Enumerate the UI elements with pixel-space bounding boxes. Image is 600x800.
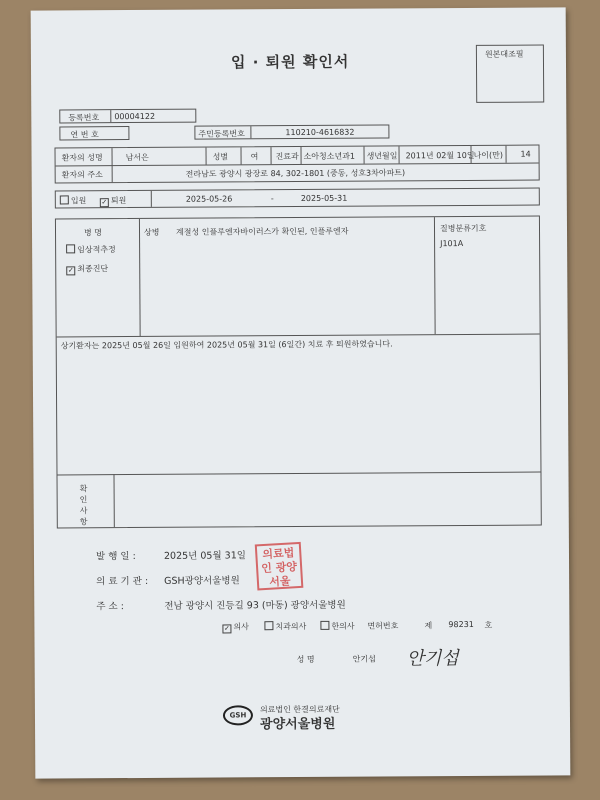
hospital-seal: 의료법인 광양서울 (255, 542, 304, 591)
doctor-checkbox[interactable]: ✓ (223, 624, 230, 633)
license-label: 면허번호 (367, 621, 399, 631)
admission-period-row (55, 188, 540, 209)
admit-label: 입원 (70, 196, 87, 206)
institution-address-value: 전남 광양시 진등길 93 (마동) 광양서울병원 (164, 599, 346, 612)
clinical-checkbox-group (66, 244, 116, 255)
address-value: 전라남도 광양시 광장로 84, 302-1801 (중동, 성호3차아파트) (185, 168, 406, 179)
code-value: J101A (440, 239, 464, 249)
dob-label: 생년월일 (366, 151, 398, 161)
foundation-name: 의료법인 한결의료재단 (259, 704, 340, 715)
clinical-label: 임상적추정 (77, 245, 116, 255)
admit-date: 2025-05-26 (185, 194, 233, 204)
sex-label: 성별 (212, 152, 229, 162)
sex-value: 여 (250, 152, 259, 162)
rrn-row (194, 124, 389, 139)
clinical-checkbox[interactable] (66, 244, 75, 253)
institution-value: GSH광양서울병원 (164, 575, 240, 587)
dentist-label: 치과의사 (275, 621, 307, 632)
final-checkbox-group (66, 263, 108, 275)
rrn-value: 110210-4616832 (285, 127, 355, 138)
discharge-date: 2025-05-31 (300, 193, 348, 203)
reg-no-value: 00004122 (114, 111, 156, 122)
discharge-label: 퇴원 (110, 196, 127, 206)
diagnosis-header: 병 명 (83, 228, 103, 238)
final-label: 최종진단 (77, 264, 109, 274)
original-verified-label: 원본대조필 (484, 49, 524, 59)
admit-checkbox[interactable] (60, 195, 69, 204)
final-checkbox[interactable]: ✓ (67, 266, 74, 275)
patient-info-table (54, 145, 539, 184)
signature: 안기섭 (406, 648, 459, 670)
institution-label: 의 료 기 관 : (96, 575, 149, 588)
dept-value: 소아청소년과1 (303, 151, 356, 161)
hospital-name: 광양서울병원 (259, 716, 336, 733)
original-verified-box (476, 45, 544, 103)
hospital-logo-icon: GSH (223, 705, 253, 725)
confirm-label: 확 인 사 항 (79, 484, 88, 527)
license-prefix: 제 (424, 621, 433, 631)
reg-no-label: 등록번호 (68, 113, 100, 123)
date-separator: - (270, 194, 274, 204)
diagnosis-table (55, 216, 542, 529)
discharge-checkbox[interactable]: ✓ (101, 198, 108, 207)
serial-no-row (59, 126, 129, 140)
name-value: 남서은 (125, 152, 149, 163)
oriental-checkbox[interactable] (320, 621, 329, 630)
signer-name: 안기섭 (352, 654, 376, 664)
dentist-checkbox[interactable] (264, 621, 273, 630)
oriental-checkbox-group (320, 621, 354, 632)
issue-date-label: 발 행 일 : (95, 551, 136, 563)
address-label: 환자의 주소 (61, 170, 103, 180)
reg-no-row (59, 109, 196, 124)
oriental-label: 한의사 (331, 621, 355, 631)
disease-value: 계절성 인플루엔자바이러스가 확인된, 인플루엔자 (175, 226, 349, 237)
rrn-label: 주민등록번호 (198, 129, 245, 139)
code-label: 질병분류기호 (439, 223, 487, 234)
admit-checkbox-group (60, 195, 87, 206)
statement-text: 상기환자는 2025년 05월 26일 입원하여 2025년 05월 31일 (6일간) 치료 후 퇴원하였습니다. (60, 339, 393, 351)
signer-label: 성 명 (296, 654, 315, 665)
license-suffix: 호 (484, 620, 493, 630)
license-number: 98231 (448, 619, 474, 630)
name-label: 환자의 성명 (61, 153, 103, 163)
disease-label: 상병 (143, 227, 160, 237)
discharge-checkbox-group (100, 195, 127, 207)
issue-date-value: 2025년 05월 31일 (163, 550, 246, 562)
doctor-label: 의사 (233, 622, 249, 632)
age-value: 14 (520, 149, 531, 159)
age-label: 나이(만) (473, 150, 504, 160)
dept-label: 진료과 (275, 152, 299, 162)
serial-no-label: 연 번 호 (70, 130, 99, 140)
institution-address-label: 주 소 : (96, 601, 124, 613)
document-paper (31, 7, 571, 778)
dob-value: 2011년 02월 10일 (405, 150, 475, 161)
document-title: 입 · 퇴원 확인서 (230, 52, 350, 72)
doctor-checkbox-group (222, 621, 249, 633)
dentist-checkbox-group (264, 621, 306, 632)
